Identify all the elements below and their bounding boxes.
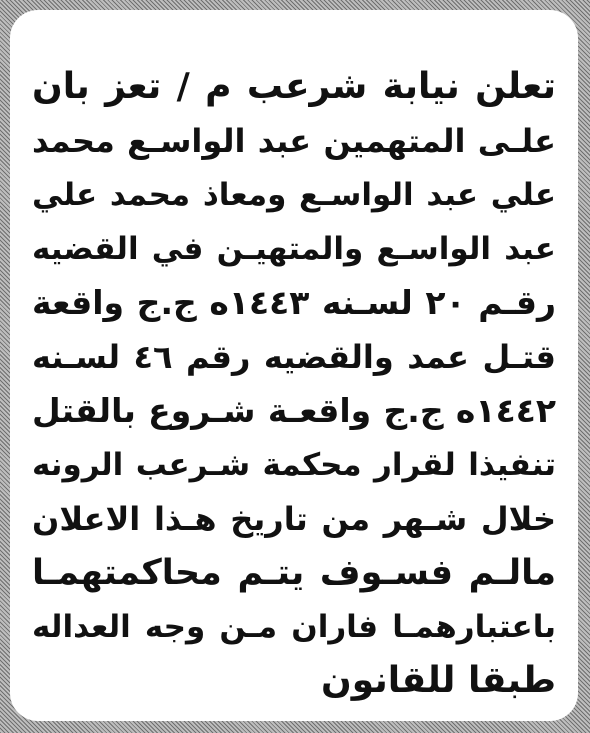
notice-line: مالـم فسـوف يتـم محاكمتهمـا xyxy=(32,553,556,593)
notice-line: تعلن نيابة شرعب م / تعز بان xyxy=(32,66,556,107)
notice-line: طبقا للقانون xyxy=(320,660,556,701)
notice-line: ١٤٤٢ه ج.ج واقعـة شـروع بالقتل xyxy=(32,391,556,430)
notice-line: علي عبد الواسـع ومعاذ محمد علي xyxy=(32,177,556,213)
notice-line: علـى المتهمين عبد الواسـع محمد xyxy=(32,122,556,160)
notice-line: رقـم ٢٠ لسـنه ١٤٤٣ه ج.ج واقعة xyxy=(32,283,556,322)
notice-line: باعتبارهمـا فاران مـن وجه العداله xyxy=(32,609,556,645)
notice-line: قتـل عمد والقضيه رقم ٤٦ لسـنه xyxy=(32,338,556,376)
notice-line: تنفيذا لقرار محكمة شـرعب الرونه xyxy=(32,447,556,483)
notice-card xyxy=(10,10,578,721)
notice-line: خلال شـهر من تاريخ هـذا الاعلان xyxy=(32,500,556,538)
notice-text xyxy=(32,60,556,708)
notice-line: عبد الواسـع والمتهيـن في القضيه xyxy=(32,231,556,267)
